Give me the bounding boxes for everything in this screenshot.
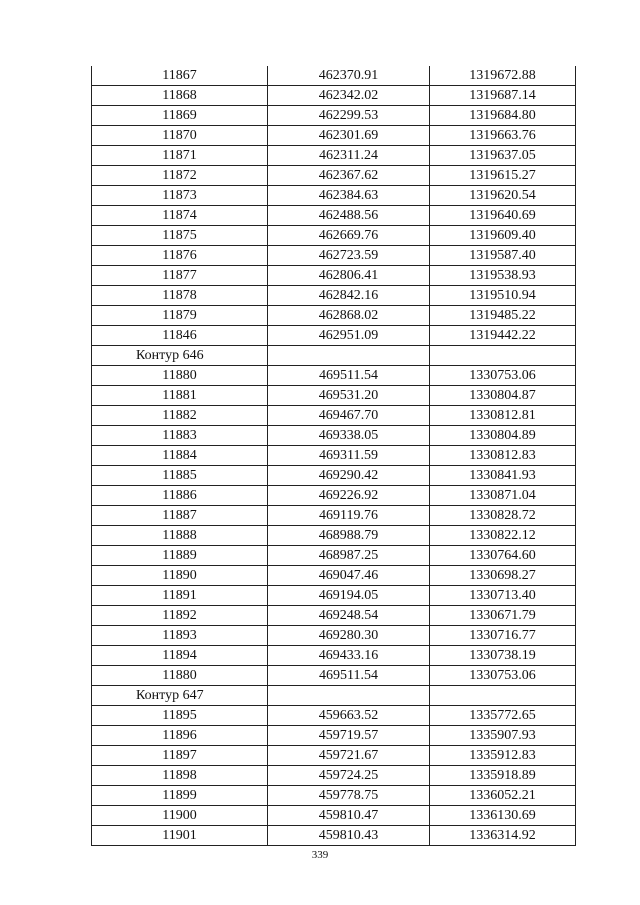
point-number-cell: 11888	[92, 526, 268, 546]
y-coordinate-cell: 1319687.14	[430, 86, 576, 106]
point-number-cell: 11871	[92, 146, 268, 166]
point-number-cell: 11899	[92, 786, 268, 806]
empty-cell	[268, 346, 430, 366]
y-coordinate-cell: 1330804.87	[430, 386, 576, 406]
table-row	[92, 286, 576, 306]
x-coordinate-cell: 462301.69	[268, 126, 430, 146]
y-coordinate-cell: 1319609.40	[430, 226, 576, 246]
x-coordinate-cell: 462311.24	[268, 146, 430, 166]
point-number-cell: 11879	[92, 306, 268, 326]
point-number-cell: 11884	[92, 446, 268, 466]
point-number-cell: 11846	[92, 326, 268, 346]
table-row	[92, 246, 576, 266]
y-coordinate-cell: 1330764.60	[430, 546, 576, 566]
empty-cell	[268, 686, 430, 706]
y-coordinate-cell: 1330828.72	[430, 506, 576, 526]
table-row	[92, 226, 576, 246]
x-coordinate-cell: 468987.25	[268, 546, 430, 566]
x-coordinate-cell: 469248.54	[268, 606, 430, 626]
x-coordinate-cell: 462384.63	[268, 186, 430, 206]
point-number-cell: 11868	[92, 86, 268, 106]
table-row	[92, 626, 576, 646]
table-row	[92, 546, 576, 566]
y-coordinate-cell: 1335772.65	[430, 706, 576, 726]
table-row	[92, 506, 576, 526]
x-coordinate-cell: 468988.79	[268, 526, 430, 546]
table-row	[92, 426, 576, 446]
y-coordinate-cell: 1330738.19	[430, 646, 576, 666]
point-number-cell: 11881	[92, 386, 268, 406]
point-number-cell: 11890	[92, 566, 268, 586]
y-coordinate-cell: 1319620.54	[430, 186, 576, 206]
table-row	[92, 326, 576, 346]
table-row	[92, 826, 576, 846]
point-number-cell: 11894	[92, 646, 268, 666]
x-coordinate-cell: 462367.62	[268, 166, 430, 186]
contour-header-row	[92, 686, 576, 706]
table-row	[92, 646, 576, 666]
y-coordinate-cell: 1330871.04	[430, 486, 576, 506]
table-row	[92, 486, 576, 506]
x-coordinate-cell: 462370.91	[268, 66, 430, 86]
x-coordinate-cell: 462806.41	[268, 266, 430, 286]
x-coordinate-cell: 462723.59	[268, 246, 430, 266]
x-coordinate-cell: 462951.09	[268, 326, 430, 346]
point-number-cell: 11869	[92, 106, 268, 126]
point-number-cell: 11898	[92, 766, 268, 786]
y-coordinate-cell: 1319663.76	[430, 126, 576, 146]
x-coordinate-cell: 459719.57	[268, 726, 430, 746]
x-coordinate-cell: 469511.54	[268, 366, 430, 386]
point-number-cell: 11874	[92, 206, 268, 226]
table-row	[92, 666, 576, 686]
y-coordinate-cell: 1330713.40	[430, 586, 576, 606]
x-coordinate-cell: 462299.53	[268, 106, 430, 126]
y-coordinate-cell: 1336130.69	[430, 806, 576, 826]
point-number-cell: 11900	[92, 806, 268, 826]
point-number-cell: 11870	[92, 126, 268, 146]
y-coordinate-cell: 1336314.92	[430, 826, 576, 846]
y-coordinate-cell: 1330716.77	[430, 626, 576, 646]
point-number-cell: 11882	[92, 406, 268, 426]
contour-label: Контур 646	[92, 346, 268, 366]
x-coordinate-cell: 469433.16	[268, 646, 430, 666]
point-number-cell: 11887	[92, 506, 268, 526]
table-row	[92, 186, 576, 206]
x-coordinate-cell: 469338.05	[268, 426, 430, 446]
x-coordinate-cell: 462342.02	[268, 86, 430, 106]
point-number-cell: 11873	[92, 186, 268, 206]
x-coordinate-cell: 469467.70	[268, 406, 430, 426]
y-coordinate-cell: 1319442.22	[430, 326, 576, 346]
y-coordinate-cell: 1330753.06	[430, 666, 576, 686]
point-number-cell: 11880	[92, 366, 268, 386]
x-coordinate-cell: 459663.52	[268, 706, 430, 726]
y-coordinate-cell: 1319510.94	[430, 286, 576, 306]
y-coordinate-cell: 1319640.69	[430, 206, 576, 226]
point-number-cell: 11891	[92, 586, 268, 606]
point-number-cell: 11877	[92, 266, 268, 286]
x-coordinate-cell: 459778.75	[268, 786, 430, 806]
point-number-cell: 11878	[92, 286, 268, 306]
point-number-cell: 11875	[92, 226, 268, 246]
table-row	[92, 366, 576, 386]
table-row	[92, 566, 576, 586]
table-row	[92, 526, 576, 546]
x-coordinate-cell: 469511.54	[268, 666, 430, 686]
table-row	[92, 306, 576, 326]
point-number-cell: 11876	[92, 246, 268, 266]
table-row	[92, 386, 576, 406]
point-number-cell: 11897	[92, 746, 268, 766]
y-coordinate-cell: 1336052.21	[430, 786, 576, 806]
y-coordinate-cell: 1319485.22	[430, 306, 576, 326]
table-row	[92, 726, 576, 746]
y-coordinate-cell: 1330812.81	[430, 406, 576, 426]
y-coordinate-cell: 1330753.06	[430, 366, 576, 386]
point-number-cell: 11886	[92, 486, 268, 506]
table-row	[92, 106, 576, 126]
x-coordinate-cell: 462868.02	[268, 306, 430, 326]
point-number-cell: 11880	[92, 666, 268, 686]
table-row	[92, 606, 576, 626]
table-row	[92, 166, 576, 186]
y-coordinate-cell: 1319587.40	[430, 246, 576, 266]
y-coordinate-cell: 1330841.93	[430, 466, 576, 486]
y-coordinate-cell: 1335912.83	[430, 746, 576, 766]
y-coordinate-cell: 1330698.27	[430, 566, 576, 586]
contour-header-row	[92, 346, 576, 366]
x-coordinate-cell: 469280.30	[268, 626, 430, 646]
x-coordinate-cell: 469311.59	[268, 446, 430, 466]
table-row	[92, 706, 576, 726]
x-coordinate-cell: 469119.76	[268, 506, 430, 526]
point-number-cell: 11895	[92, 706, 268, 726]
table-row	[92, 786, 576, 806]
table-row	[92, 266, 576, 286]
point-number-cell: 11892	[92, 606, 268, 626]
y-coordinate-cell: 1330804.89	[430, 426, 576, 446]
point-number-cell: 11901	[92, 826, 268, 846]
point-number-cell: 11896	[92, 726, 268, 746]
coordinates-table	[91, 66, 576, 846]
x-coordinate-cell: 469531.20	[268, 386, 430, 406]
table-row	[92, 806, 576, 826]
x-coordinate-cell: 469290.42	[268, 466, 430, 486]
point-number-cell: 11872	[92, 166, 268, 186]
x-coordinate-cell: 459721.67	[268, 746, 430, 766]
point-number-cell: 11893	[92, 626, 268, 646]
table-row	[92, 446, 576, 466]
y-coordinate-cell: 1335918.89	[430, 766, 576, 786]
y-coordinate-cell: 1319538.93	[430, 266, 576, 286]
x-coordinate-cell: 459810.47	[268, 806, 430, 826]
y-coordinate-cell: 1335907.93	[430, 726, 576, 746]
y-coordinate-cell: 1319684.80	[430, 106, 576, 126]
y-coordinate-cell: 1319615.27	[430, 166, 576, 186]
table-row	[92, 146, 576, 166]
x-coordinate-cell: 462488.56	[268, 206, 430, 226]
point-number-cell: 11889	[92, 546, 268, 566]
table-row	[92, 766, 576, 786]
table-row	[92, 586, 576, 606]
table-row	[92, 746, 576, 766]
table-row	[92, 126, 576, 146]
table-row	[92, 66, 576, 86]
table-row	[92, 466, 576, 486]
y-coordinate-cell: 1319637.05	[430, 146, 576, 166]
point-number-cell: 11883	[92, 426, 268, 446]
x-coordinate-cell: 459810.43	[268, 826, 430, 846]
y-coordinate-cell: 1319672.88	[430, 66, 576, 86]
contour-label: Контур 647	[92, 686, 268, 706]
table-row	[92, 86, 576, 106]
table-row	[92, 206, 576, 226]
x-coordinate-cell: 469047.46	[268, 566, 430, 586]
y-coordinate-cell: 1330822.12	[430, 526, 576, 546]
page-number: 339	[311, 849, 329, 861]
x-coordinate-cell: 462669.76	[268, 226, 430, 246]
x-coordinate-cell: 469226.92	[268, 486, 430, 506]
y-coordinate-cell: 1330812.83	[430, 446, 576, 466]
x-coordinate-cell: 462842.16	[268, 286, 430, 306]
empty-cell	[430, 346, 576, 366]
coordinates-table-body	[92, 66, 576, 846]
x-coordinate-cell: 459724.25	[268, 766, 430, 786]
y-coordinate-cell: 1330671.79	[430, 606, 576, 626]
empty-cell	[430, 686, 576, 706]
point-number-cell: 11885	[92, 466, 268, 486]
x-coordinate-cell: 469194.05	[268, 586, 430, 606]
point-number-cell: 11867	[92, 66, 268, 86]
table-row	[92, 406, 576, 426]
